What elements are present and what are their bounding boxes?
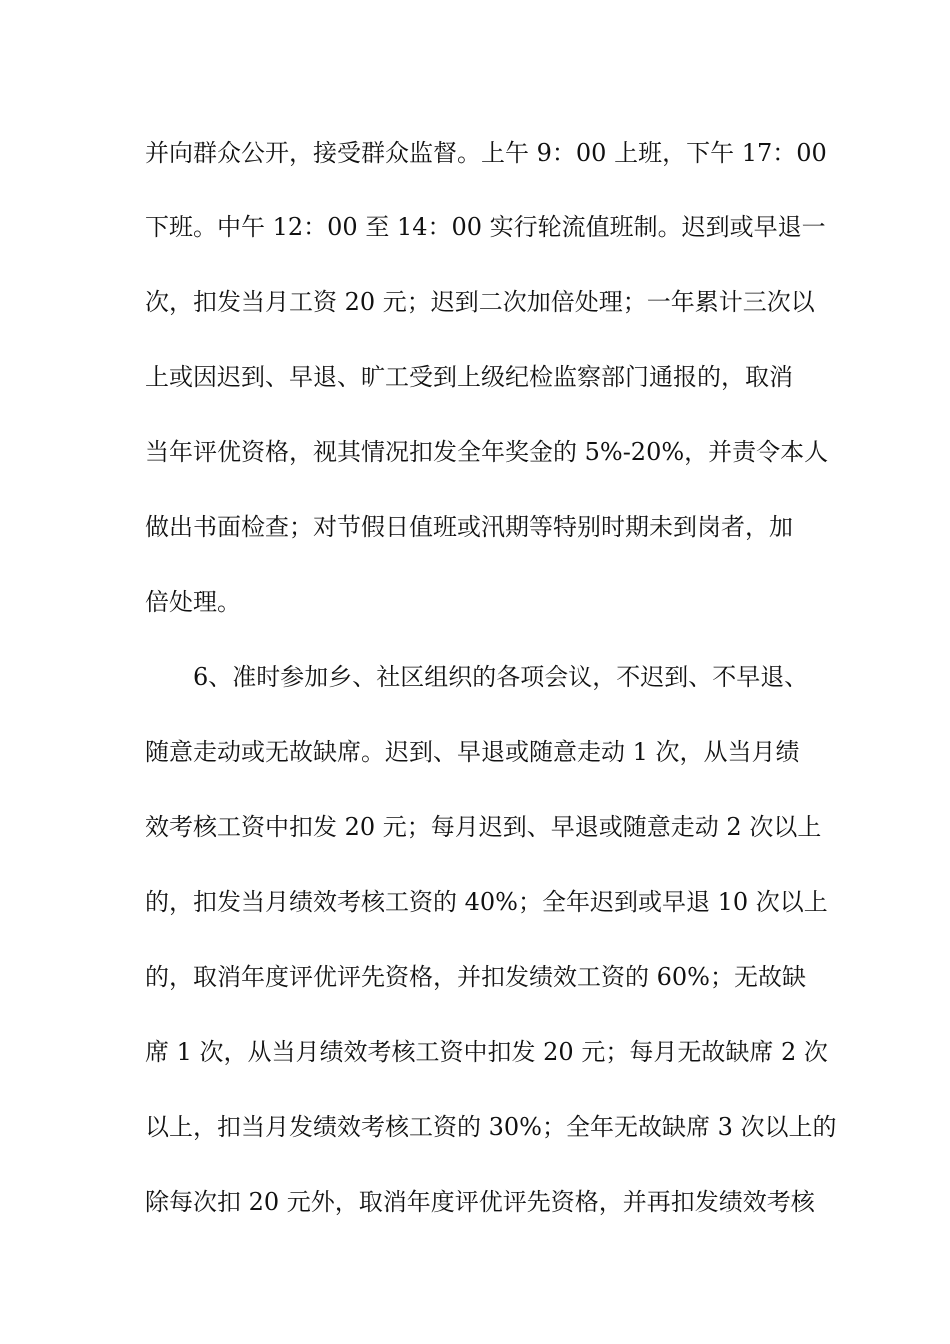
text-line: 倍处理。 bbox=[145, 588, 241, 616]
text-line: 做出书面检查；对节假日值班或汛期等特别时期未到岗者，加 bbox=[145, 513, 793, 541]
text-line: 的，扣发当月绩效考核工资的 40%；全年迟到或早退 10 次以上 bbox=[145, 888, 828, 916]
text-line: 并向群众公开，接受群众监督。上午 9：00 上班，下午 17：00 bbox=[145, 139, 827, 167]
text-line: 的，取消年度评优评先资格，并扣发绩效工资的 60%；无故缺 bbox=[145, 963, 806, 991]
text-line: 效考核工资中扣发 20 元；每月迟到、早退或随意走动 2 次以上 bbox=[145, 813, 822, 841]
text-line: 席 1 次，从当月绩效考核工资中扣发 20 元；每月无故缺席 2 次 bbox=[145, 1038, 828, 1066]
text-line: 当年评优资格，视其情况扣发全年奖金的 5%-20%，并责令本人 bbox=[145, 438, 829, 466]
text-line: 随意走动或无故缺席。迟到、早退或随意走动 1 次，从当月绩 bbox=[145, 738, 800, 766]
text-line: 除每次扣 20 元外，取消年度评优评先资格，并再扣发绩效考核 bbox=[145, 1188, 815, 1216]
text-line: 上或因迟到、早退、旷工受到上级纪检监察部门通报的，取消 bbox=[145, 363, 793, 391]
paragraph-first-line: 6、准时参加乡、社区组织的各项会议，不迟到、不早退、 bbox=[193, 663, 809, 691]
text-line: 以上，扣当月发绩效考核工资的 30%；全年无故缺席 3 次以上的 bbox=[145, 1113, 837, 1141]
text-line: 下班。中午 12：00 至 14：00 实行轮流值班制。迟到或早退一 bbox=[145, 213, 826, 241]
text-line: 次，扣发当月工资 20 元；迟到二次加倍处理；一年累计三次以 bbox=[145, 288, 815, 316]
